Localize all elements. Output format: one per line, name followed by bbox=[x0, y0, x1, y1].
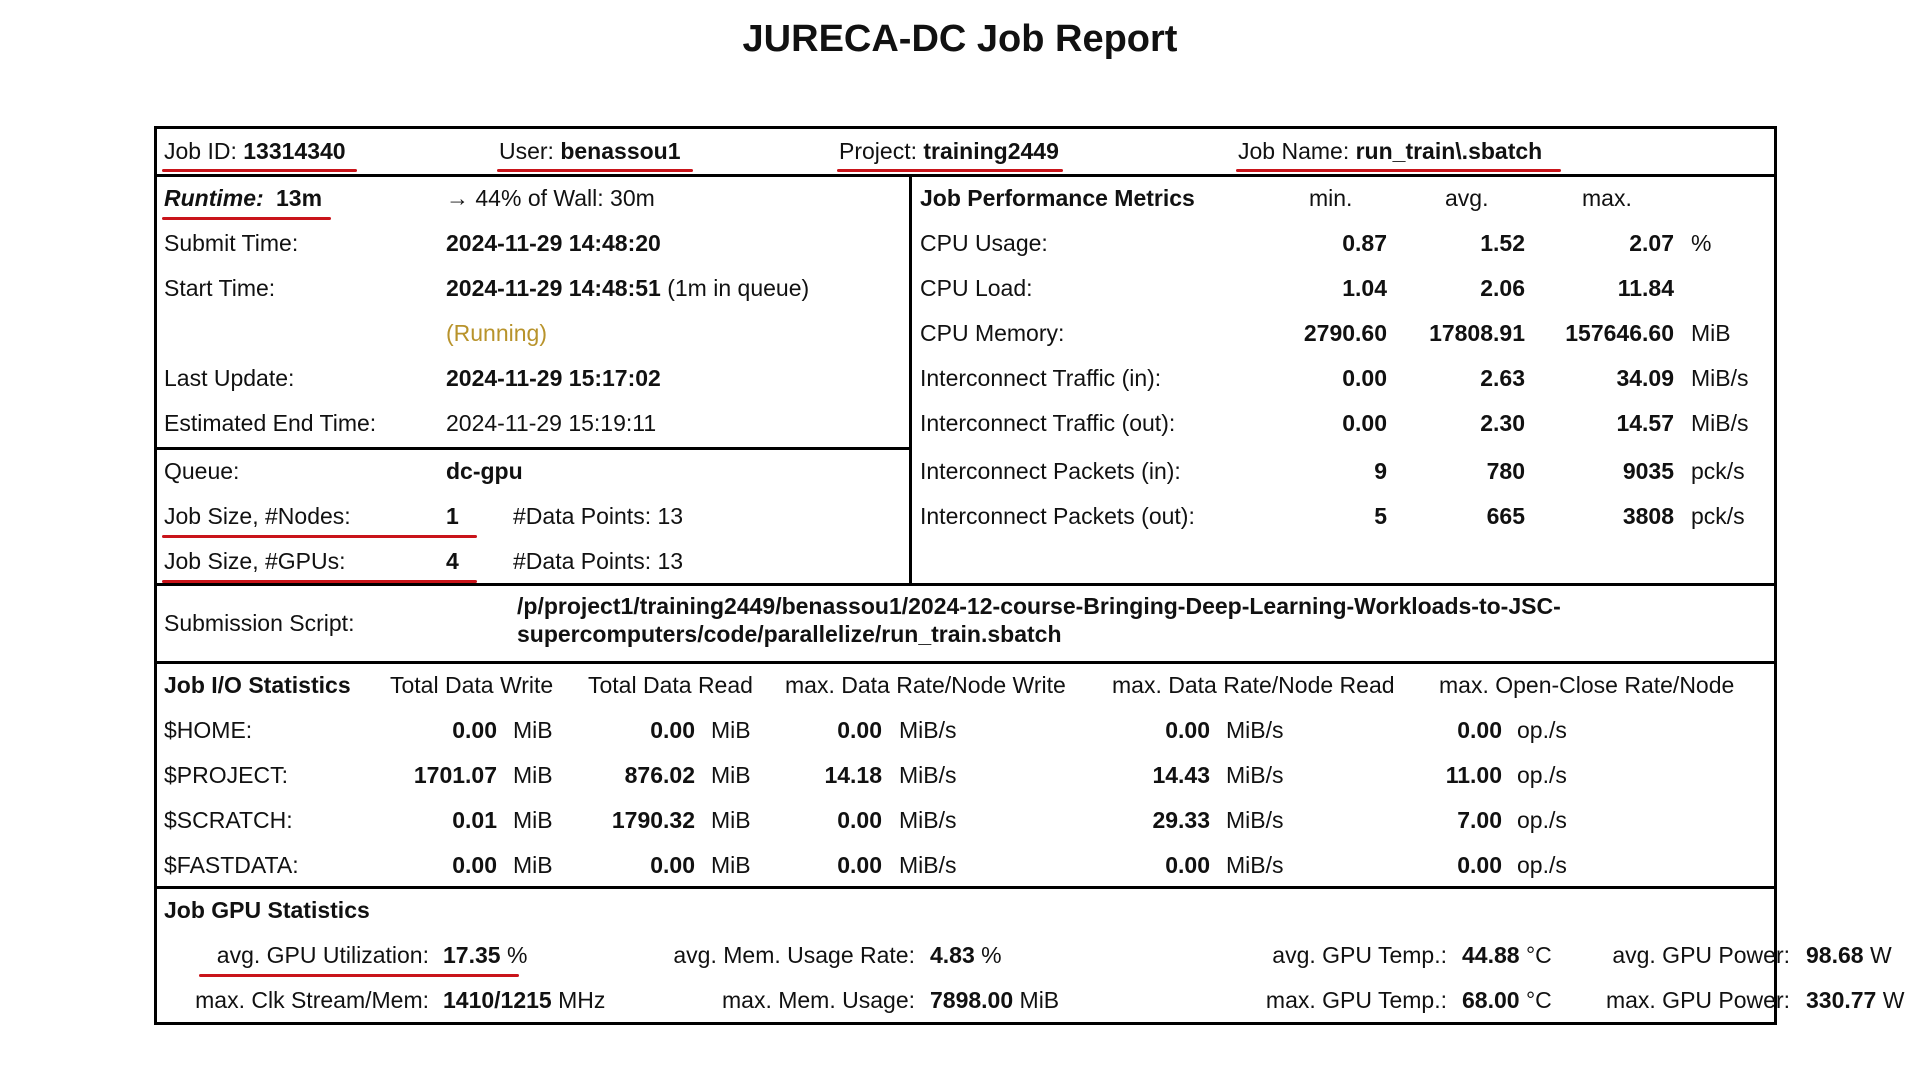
highlight-underline bbox=[162, 169, 357, 172]
io-col-read: Total Data Read bbox=[588, 672, 753, 698]
start-label: Start Time: bbox=[164, 275, 276, 301]
submit-value: 2024-11-29 14:48:20 bbox=[446, 230, 661, 256]
mem-rate-unit: % bbox=[981, 942, 1002, 968]
mem-usage-field bbox=[930, 986, 1059, 1014]
clk-unit: MHz bbox=[558, 987, 606, 1013]
perf-row-avg: 2.30 bbox=[1480, 410, 1525, 436]
io-rate-read-unit: MiB/s bbox=[1226, 717, 1284, 743]
gpu-temp-avg-label: avg. GPU Temp.: bbox=[1272, 942, 1447, 968]
perf-row-max: 9035 bbox=[1622, 458, 1674, 484]
perf-row-max: 3808 bbox=[1622, 503, 1674, 529]
queue-label: Queue: bbox=[164, 458, 240, 484]
divider bbox=[157, 583, 1774, 586]
gpu-title: Job GPU Statistics bbox=[164, 897, 370, 923]
job-state: (Running) bbox=[446, 320, 547, 346]
gpu-power-max-label: max. GPU Power: bbox=[1605, 987, 1790, 1013]
gpu-util-unit: % bbox=[506, 942, 528, 968]
gpu-util-label: avg. GPU Utilization: bbox=[216, 942, 429, 968]
job-report-table bbox=[154, 126, 1905, 1025]
last-update-label: Last Update: bbox=[164, 365, 295, 391]
io-rate-read-value: 14.43 bbox=[1152, 762, 1210, 788]
gpu-power-max-value: 330.77 bbox=[1806, 987, 1877, 1013]
perf-row-avg: 2.63 bbox=[1480, 365, 1525, 391]
user-field bbox=[499, 137, 681, 165]
nodes-data-points: #Data Points: 13 bbox=[513, 503, 684, 529]
perf-row-min: 0.00 bbox=[1342, 410, 1387, 436]
io-read-value: 0.00 bbox=[650, 717, 695, 743]
io-rate-write-value: 0.00 bbox=[837, 852, 882, 878]
job-name-label: Job Name: bbox=[1238, 138, 1350, 164]
perf-row-avg: 780 bbox=[1486, 458, 1525, 484]
submit-label: Submit Time: bbox=[164, 230, 299, 256]
highlight-underline bbox=[837, 169, 1063, 172]
queue-value: dc-gpu bbox=[446, 458, 523, 484]
mem-rate-label: avg. Mem. Usage Rate: bbox=[673, 942, 915, 968]
perf-row-avg: 665 bbox=[1486, 503, 1525, 529]
io-rate-read-value: 0.00 bbox=[1165, 852, 1210, 878]
divider bbox=[157, 447, 909, 450]
perf-row-max: 2.07 bbox=[1629, 230, 1674, 256]
perf-row-unit: pck/s bbox=[1691, 503, 1745, 529]
io-write-value: 0.01 bbox=[452, 807, 497, 833]
job-name-value: run_train\.sbatch bbox=[1355, 138, 1543, 164]
io-openclose-value: 7.00 bbox=[1457, 807, 1502, 833]
mem-usage-unit: MiB bbox=[1019, 987, 1060, 1013]
io-rate-write-unit: MiB/s bbox=[899, 807, 957, 833]
gpu-util-value: 17.35 bbox=[443, 942, 501, 968]
divider bbox=[157, 886, 1774, 889]
io-rate-read-value: 29.33 bbox=[1152, 807, 1210, 833]
io-read-unit: MiB bbox=[711, 807, 751, 833]
perf-row-avg: 17808.91 bbox=[1429, 320, 1525, 346]
io-row-label: $HOME: bbox=[164, 717, 253, 743]
job-name-field bbox=[1238, 137, 1542, 165]
io-openclose-value: 11.00 bbox=[1445, 762, 1502, 788]
io-read-value: 876.02 bbox=[624, 762, 695, 788]
highlight-underline bbox=[162, 217, 331, 220]
last-update-value: 2024-11-29 15:17:02 bbox=[446, 365, 661, 391]
mem-usage-label: max. Mem. Usage: bbox=[722, 987, 915, 1013]
gpu-temp-unit: °C bbox=[1525, 942, 1552, 968]
gpu-temp-max-value: 68.00 bbox=[1462, 987, 1520, 1013]
io-openclose-value: 0.00 bbox=[1457, 717, 1502, 743]
perf-row-label: CPU Memory: bbox=[920, 320, 1065, 346]
est-end-label: Estimated End Time: bbox=[164, 410, 377, 436]
wall-fraction: → 44% of Wall: 30m bbox=[446, 185, 655, 211]
perf-col-max: max. bbox=[1582, 185, 1632, 211]
gpu-power-avg-label: avg. GPU Power: bbox=[1612, 942, 1790, 968]
start-field bbox=[446, 274, 809, 302]
mem-usage-value: 7898.00 bbox=[930, 987, 1014, 1013]
runtime-label: Runtime: bbox=[164, 185, 264, 211]
perf-row-min: 2790.60 bbox=[1303, 320, 1387, 346]
nodes-label: Job Size, #Nodes: bbox=[164, 503, 351, 529]
clk-value: 1410/1215 bbox=[443, 987, 552, 1013]
perf-col-min: min. bbox=[1309, 185, 1353, 211]
perf-row-avg: 2.06 bbox=[1480, 275, 1525, 301]
io-rate-write-value: 0.00 bbox=[837, 807, 882, 833]
io-row-label: $FASTDATA: bbox=[164, 852, 299, 878]
gpus-data-points: #Data Points: 13 bbox=[513, 548, 684, 574]
gpu-temp-unit: °C bbox=[1525, 987, 1552, 1013]
queue-wait-note: (1m in queue) bbox=[667, 275, 810, 301]
io-write-unit: MiB bbox=[513, 762, 553, 788]
io-title: Job I/O Statistics bbox=[164, 672, 351, 698]
script-path-line2: supercomputers/code/parallelize/run_train.sbatch bbox=[517, 621, 1062, 647]
io-rate-read-value: 0.00 bbox=[1165, 717, 1210, 743]
gpu-util-field bbox=[443, 941, 527, 969]
perf-row-min: 1.04 bbox=[1342, 275, 1387, 301]
project-label: Project: bbox=[839, 138, 917, 164]
mem-rate-value: 4.83 bbox=[930, 942, 975, 968]
io-rate-read-unit: MiB/s bbox=[1226, 807, 1284, 833]
mem-rate-field bbox=[930, 941, 1002, 969]
perf-row-max: 11.84 bbox=[1617, 275, 1674, 301]
perf-row-unit: MiB/s bbox=[1691, 365, 1749, 391]
perf-row-label: CPU Usage: bbox=[920, 230, 1048, 256]
perf-row-label: Interconnect Packets (in): bbox=[920, 458, 1181, 484]
start-value: 2024-11-29 14:48:51 bbox=[446, 275, 661, 301]
perf-row-label: CPU Load: bbox=[920, 275, 1033, 301]
io-read-unit: MiB bbox=[711, 717, 751, 743]
gpus-value: 4 bbox=[446, 548, 459, 574]
io-read-value: 1790.32 bbox=[611, 807, 695, 833]
gpu-temp-avg-value: 44.88 bbox=[1462, 942, 1520, 968]
job-id-label: Job ID: bbox=[164, 138, 237, 164]
highlight-underline bbox=[162, 535, 477, 538]
io-openclose-unit: op./s bbox=[1517, 717, 1567, 743]
highlight-underline bbox=[1236, 169, 1561, 172]
perf-row-label: Interconnect Traffic (in): bbox=[920, 365, 1162, 391]
gpu-power-max-field bbox=[1806, 986, 1904, 1014]
script-path-line1: /p/project1/training2449/benassou1/2024-12-course-Bringing-Deep-Learning-Workloads-to-JSC- bbox=[517, 593, 1561, 619]
project-field bbox=[839, 137, 1059, 165]
perf-row-avg: 1.52 bbox=[1480, 230, 1525, 256]
io-write-value: 0.00 bbox=[452, 852, 497, 878]
user-label: User: bbox=[499, 138, 554, 164]
io-row-label: $SCRATCH: bbox=[164, 807, 293, 833]
io-col-rate-write: max. Data Rate/Node Write bbox=[785, 672, 1066, 698]
user-value: benassou1 bbox=[560, 138, 681, 164]
io-row-label: $PROJECT: bbox=[164, 762, 288, 788]
perf-row-label: Interconnect Packets (out): bbox=[920, 503, 1195, 529]
io-col-write: Total Data Write bbox=[390, 672, 554, 698]
gpu-power-avg-value: 98.68 bbox=[1806, 942, 1864, 968]
divider bbox=[157, 174, 1774, 177]
highlight-underline bbox=[162, 580, 477, 583]
job-id-value: 13314340 bbox=[243, 138, 346, 164]
perf-title: Job Performance Metrics bbox=[920, 185, 1195, 211]
perf-row-min: 9 bbox=[1374, 458, 1387, 484]
perf-row-min: 0.87 bbox=[1342, 230, 1387, 256]
io-col-rate-read: max. Data Rate/Node Read bbox=[1112, 672, 1395, 698]
perf-row-unit: % bbox=[1691, 230, 1712, 256]
divider bbox=[157, 661, 1774, 664]
io-read-unit: MiB bbox=[711, 852, 751, 878]
io-read-unit: MiB bbox=[711, 762, 751, 788]
gpu-power-unit: W bbox=[1882, 987, 1905, 1013]
perf-row-unit: pck/s bbox=[1691, 458, 1745, 484]
io-openclose-unit: op./s bbox=[1517, 807, 1567, 833]
divider bbox=[909, 177, 912, 583]
io-col-openclose: max. Open-Close Rate/Node bbox=[1439, 672, 1735, 698]
io-read-value: 0.00 bbox=[650, 852, 695, 878]
gpu-temp-max-label: max. GPU Temp.: bbox=[1265, 987, 1447, 1013]
perf-row-max: 34.09 bbox=[1616, 365, 1674, 391]
perf-row-max: 14.57 bbox=[1616, 410, 1674, 436]
io-write-unit: MiB bbox=[513, 807, 553, 833]
clk-label: max. Clk Stream/Mem: bbox=[195, 987, 429, 1013]
highlight-underline bbox=[497, 169, 693, 172]
perf-row-unit: MiB/s bbox=[1691, 410, 1749, 436]
job-id-field bbox=[164, 137, 346, 165]
gpu-power-avg-field bbox=[1806, 941, 1892, 969]
gpu-power-unit: W bbox=[1869, 942, 1892, 968]
script-label: Submission Script: bbox=[164, 610, 355, 636]
io-write-value: 1701.07 bbox=[413, 762, 497, 788]
io-rate-write-unit: MiB/s bbox=[899, 852, 957, 878]
io-rate-write-value: 0.00 bbox=[837, 717, 882, 743]
perf-row-min: 0.00 bbox=[1342, 365, 1387, 391]
io-write-unit: MiB bbox=[513, 852, 553, 878]
io-openclose-unit: op./s bbox=[1517, 852, 1567, 878]
io-write-unit: MiB bbox=[513, 717, 553, 743]
io-rate-write-unit: MiB/s bbox=[899, 762, 957, 788]
perf-row-max: 157646.60 bbox=[1565, 320, 1674, 346]
perf-row-label: Interconnect Traffic (out): bbox=[920, 410, 1176, 436]
runtime-value: 13m bbox=[276, 185, 323, 211]
project-value: training2449 bbox=[923, 138, 1059, 164]
io-write-value: 0.00 bbox=[452, 717, 497, 743]
io-openclose-unit: op./s bbox=[1517, 762, 1567, 788]
perf-row-unit: MiB bbox=[1691, 320, 1731, 346]
gpus-label: Job Size, #GPUs: bbox=[164, 548, 346, 574]
io-openclose-value: 0.00 bbox=[1457, 852, 1502, 878]
io-rate-read-unit: MiB/s bbox=[1226, 762, 1284, 788]
highlight-underline bbox=[199, 974, 519, 977]
io-rate-read-unit: MiB/s bbox=[1226, 852, 1284, 878]
perf-col-avg: avg. bbox=[1445, 185, 1489, 211]
nodes-value: 1 bbox=[446, 503, 459, 529]
report-title: JURECA-DC Job Report bbox=[742, 18, 1178, 60]
perf-row-min: 5 bbox=[1374, 503, 1387, 529]
io-rate-write-unit: MiB/s bbox=[899, 717, 957, 743]
est-end-value: 2024-11-29 15:19:11 bbox=[446, 410, 657, 436]
io-rate-write-value: 14.18 bbox=[824, 762, 882, 788]
